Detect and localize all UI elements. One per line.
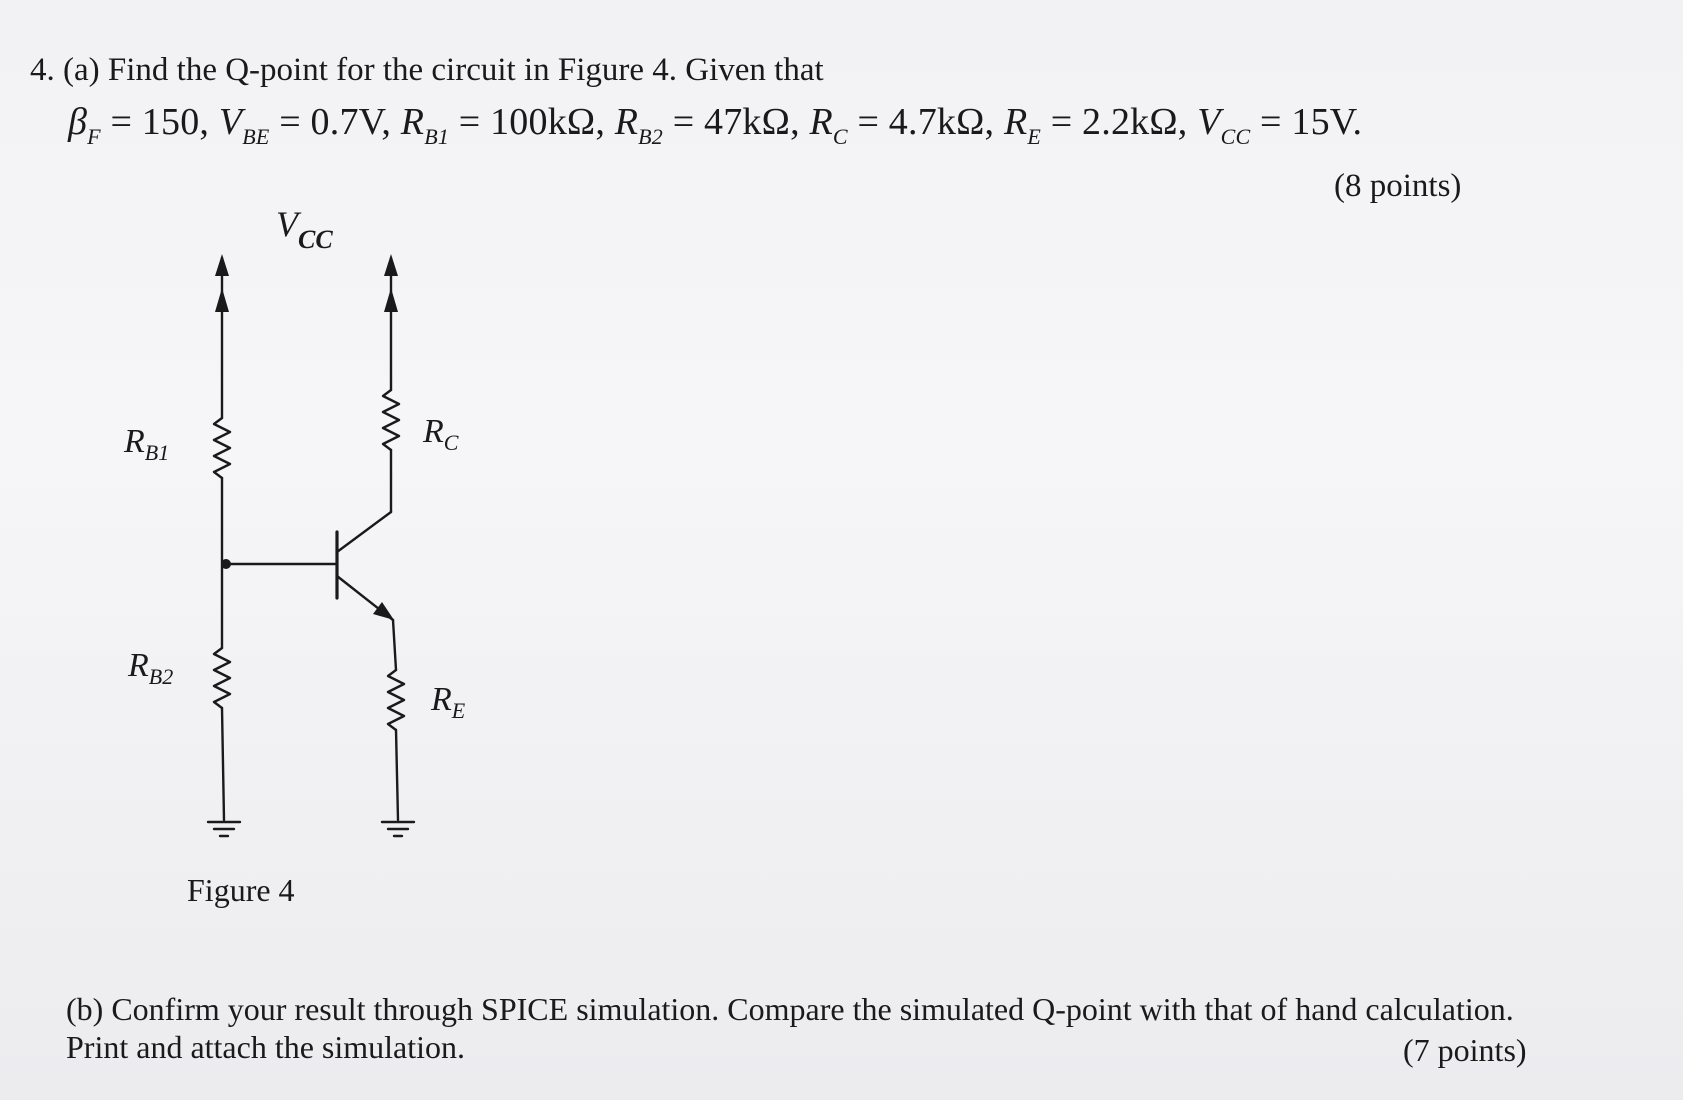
part-b-text — [66, 990, 1514, 1066]
part-b-line2: Print and attach the simulation. — [66, 1029, 466, 1065]
vbe-symbol: V — [218, 101, 243, 143]
beta-symbol: β — [68, 101, 88, 143]
re-label: $R_E$ — [431, 681, 466, 723]
points-part-a: (8 points) — [1334, 168, 1462, 204]
left-supply-arrow-lower — [215, 288, 229, 312]
right-ground-wire — [396, 730, 398, 820]
points-part-b: (7 points) — [1403, 1032, 1527, 1068]
re-symbol: R — [1003, 101, 1028, 143]
vcc-label: $V_{CC}$ — [276, 204, 333, 254]
emitter-wire — [393, 620, 396, 670]
given-values: $\beta_F = 150$, $V_{BE} = 0.7V$, $R_{B1} = 100k\Omega$, $R_{B2} = 47k\Omega$, $R_C = 4.7k\Omega$, $R_E = 2.2k\Omega$, $V_{CC} = 15V$. — [68, 101, 1363, 149]
rb1-resistor — [214, 418, 230, 478]
figure-caption: Figure 4 — [187, 872, 295, 908]
rc-label: $R_C$ — [423, 413, 459, 455]
part-b-line1: (b) Confirm your result through SPICE simulation. Compare the simulated Q-point with that of hand calculation. — [66, 991, 1514, 1027]
vcc-symbol: V — [1197, 101, 1221, 143]
rc-symbol: R — [809, 101, 833, 143]
rb1-label: $R_{B1}$ — [124, 423, 170, 465]
re-resistor — [388, 670, 404, 730]
right-supply-arrow — [384, 254, 398, 276]
question-heading: 4. (a) Find the Q-point for the circuit in Figure 4. Given that — [30, 52, 824, 88]
right-supply-arrow-lower — [384, 288, 398, 312]
rb2-resistor — [214, 648, 230, 708]
left-ground-wire — [222, 708, 224, 820]
transistor-collector-lead — [337, 512, 391, 552]
rc-resistor — [383, 390, 399, 450]
left-supply-arrow — [215, 254, 229, 276]
emitter-arrow — [373, 602, 394, 620]
rb1-symbol: R — [400, 101, 425, 143]
rb2-label: $R_{B2}$ — [128, 647, 174, 689]
rb2-symbol: R — [614, 101, 639, 143]
